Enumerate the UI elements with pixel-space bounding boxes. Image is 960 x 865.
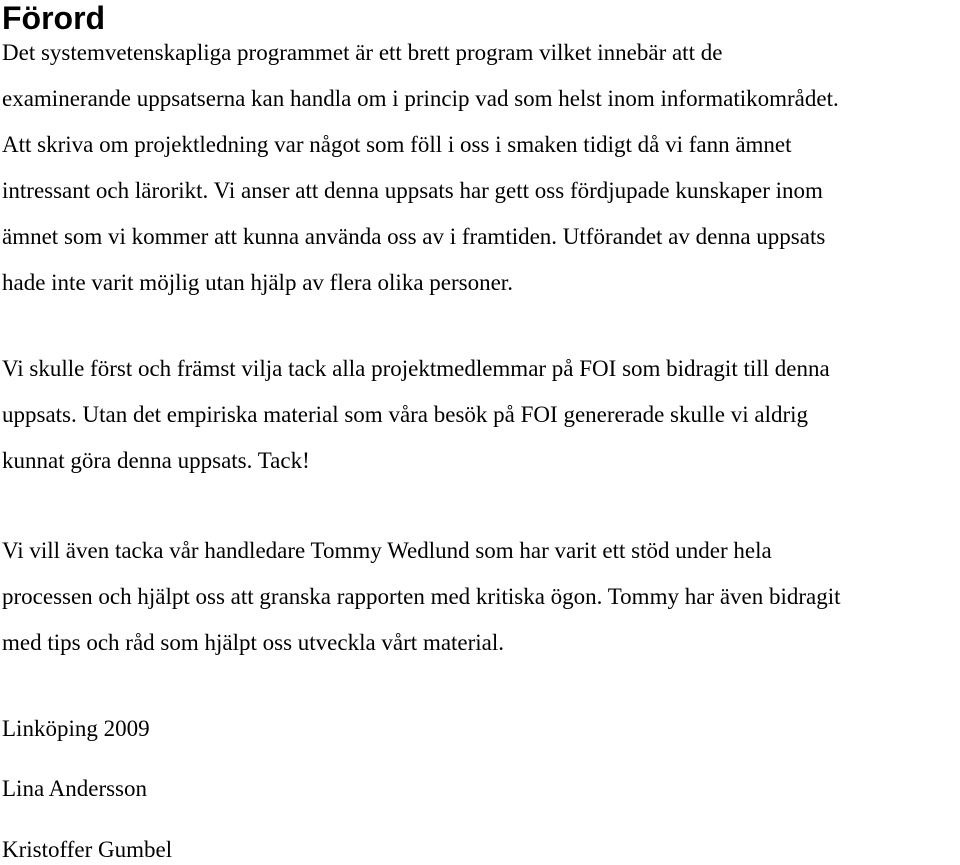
author-name: Kristoffer Gumbel <box>2 837 173 862</box>
text-line: ämnet som vi kommer att kunna använda oss av i framtiden. Utförandet av denna uppsats <box>2 224 826 249</box>
paragraph-intro <box>2 30 839 306</box>
author-name: Lina Andersson <box>2 776 148 801</box>
page-title: Förord <box>2 0 106 36</box>
text-line: Det systemvetenskapliga programmet är ett brett program vilket innebär att de <box>2 40 723 65</box>
text-line: Vi vill även tacka vår handledare Tommy Wedlund som har varit ett stöd under hela <box>2 538 772 563</box>
place-date: Linköping 2009 <box>2 716 150 741</box>
text-line: intressant och lärorikt. Vi anser att denna uppsats har gett oss fördjupade kunskaper inom <box>2 178 823 203</box>
text-line: Att skriva om projektledning var något som föll i oss i smaken tidigt då vi fann ämnet <box>2 132 792 157</box>
text-line: hade inte varit möjlig utan hjälp av flera olika personer. <box>2 270 513 295</box>
paragraph-thanks-supervisor <box>2 528 841 666</box>
text-line: examinerande uppsatserna kan handla om i princip vad som helst inom informatikområdet. <box>2 86 839 111</box>
text-line: kunnat göra denna uppsats. Tack! <box>2 448 310 473</box>
text-line: Vi skulle först och främst vilja tack alla projektmedlemmar på FOI som bidragit till denna <box>2 356 830 381</box>
paragraph-thanks-foi <box>2 346 830 484</box>
text-line: med tips och råd som hjälpt oss utveckla vårt material. <box>2 630 505 655</box>
text-line: uppsats. Utan det empiriska material som våra besök på FOI genererade skulle vi aldrig <box>2 402 809 427</box>
text-line: processen och hjälpt oss att granska rapporten med kritiska ögon. Tommy har även bidragit <box>2 584 841 609</box>
